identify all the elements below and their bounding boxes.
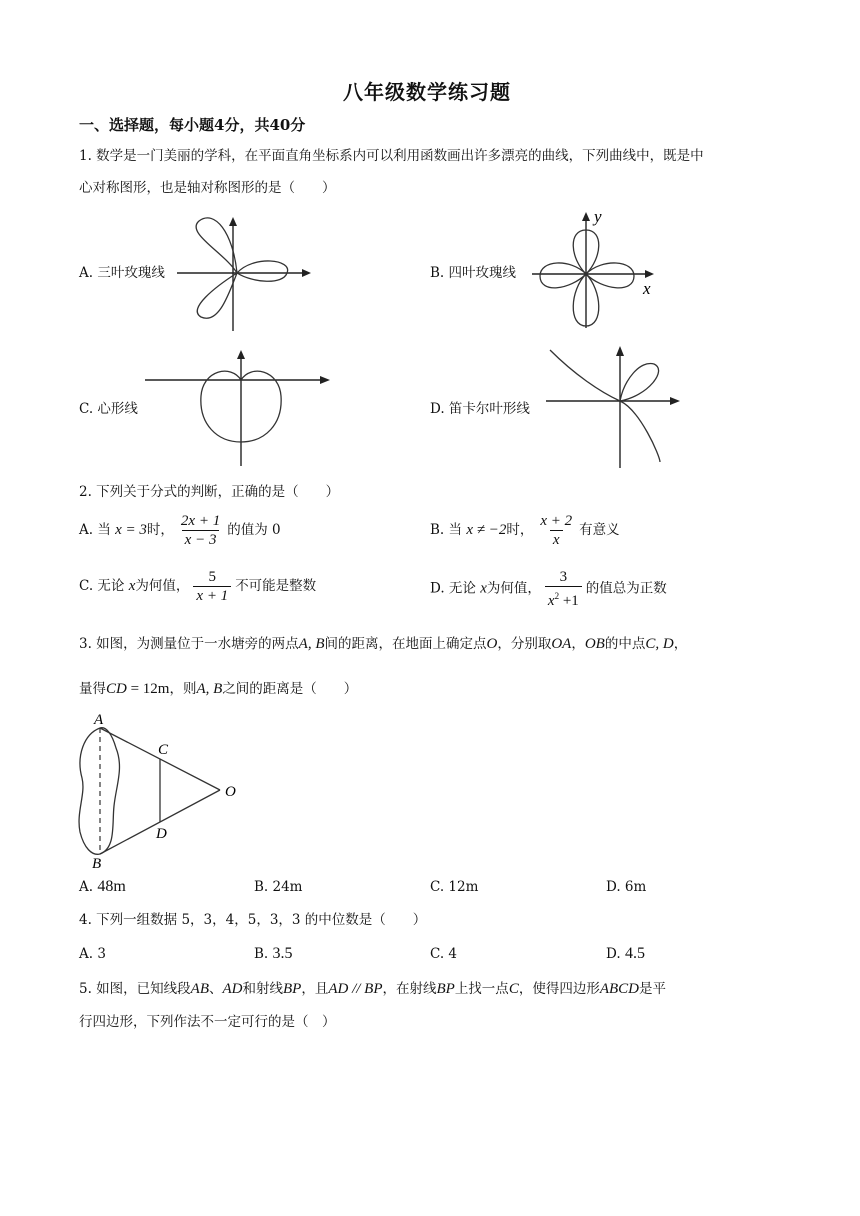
q3-segment-cd: CD: [106, 681, 127, 697]
q5-text: 、: [209, 981, 223, 997]
q3-option-c[interactable]: C. 12m: [430, 879, 479, 895]
q4-option-d[interactable]: [606, 944, 645, 964]
three-leaf-rose-figure: [175, 213, 315, 338]
q3-text: ，则: [169, 681, 197, 697]
q2-b-cond: x ≠ −2: [466, 522, 507, 538]
q5-text: ，使得四边形: [518, 981, 600, 997]
q2-d-pre: D. 无论: [430, 580, 476, 597]
x-axis-label: x: [643, 279, 651, 298]
q5-segment-ab: AB: [190, 981, 209, 997]
q5-stem-line1: [79, 979, 666, 999]
label-b: B: [92, 856, 102, 872]
q2-d-post: 的值总为正数: [585, 580, 667, 597]
q2-c-var: x: [128, 578, 136, 594]
q2-d-var: x: [480, 580, 487, 597]
den-exponent: 2: [554, 591, 560, 601]
q3-stem-line2: [79, 679, 357, 699]
q1-stem-line2: 心对称图形，也是轴对称图形的是（ ）: [79, 180, 336, 196]
q3-text: ，分别取: [497, 636, 552, 652]
q5-text: 是平: [639, 981, 666, 997]
q2-option-c[interactable]: [79, 568, 316, 605]
q5-point-c: C: [508, 981, 519, 997]
numerator: 5: [208, 569, 217, 585]
q3-text: 量得: [79, 681, 106, 697]
q2-c-fraction: [193, 568, 231, 605]
q4-option-a[interactable]: A. 3: [79, 946, 106, 962]
option-letter: A.: [79, 879, 94, 895]
q2-c-pre: C. 无论: [79, 578, 125, 594]
numerator: 2x + 1: [180, 513, 221, 529]
q2-c-mid: 为何值，: [135, 578, 190, 594]
numerator: 3: [559, 569, 568, 585]
four-leaf-rose-figure: [530, 208, 660, 333]
q5-parallel: AD // BP: [328, 981, 383, 997]
q5-quad-abcd: ABCD: [599, 981, 639, 997]
option-value: 4.5: [624, 945, 645, 962]
q5-text: ，且: [301, 981, 329, 997]
q2-a-fraction: [178, 512, 223, 549]
q3-segment-ob: OB: [584, 636, 605, 652]
q3-text: 的中点: [604, 636, 646, 652]
q3-points-ab: A, B: [298, 636, 325, 652]
label-o: O: [225, 784, 236, 800]
q2-option-a[interactable]: [79, 512, 281, 549]
q2-b-post: 有意义: [579, 522, 620, 538]
q4-option-c[interactable]: C. 4: [430, 946, 458, 962]
q2-a-pre: A. 当: [79, 522, 111, 538]
q4-stem: 4. 下列一组数据 5，3，4，5，3，3 的中位数是（ ）: [79, 912, 427, 928]
label-c: C: [158, 742, 169, 758]
option-value: 48m: [97, 878, 126, 895]
q5-ray-bp: BP: [436, 981, 455, 997]
q2-stem: 2. 下列关于分式的判断，正确的是（ ）: [79, 484, 340, 500]
q3-stem-line1: [79, 634, 687, 654]
q2-a-mid: 时，: [146, 522, 174, 538]
q4-option-b[interactable]: [254, 944, 293, 964]
folium-of-descartes-figure: [544, 344, 684, 470]
q5-text: 5. 如图，已知线段: [79, 981, 191, 997]
q3-points-cd: C, D: [645, 636, 674, 652]
cardioid-figure: [143, 348, 335, 470]
q3-text: 3. 如图，为测量位于一水塘旁的两点: [79, 636, 299, 652]
q5-ray-bp: BP: [283, 981, 302, 997]
label-a: A: [94, 712, 104, 728]
denominator: x: [550, 530, 563, 549]
denominator: x − 3: [182, 530, 220, 549]
q2-c-post: 不可能是整数: [235, 578, 317, 594]
q2-b-fraction: [537, 512, 575, 549]
q3-length: = 12m: [126, 681, 170, 697]
q3-text: ，: [673, 636, 688, 652]
option-letter: B.: [254, 946, 269, 962]
section-heading: 一、选择题，每小题4分，共40分: [79, 116, 306, 134]
q1-stem-line1: 1. 数学是一门美丽的学科，在平面直角坐标系内可以利用函数画出许多漂亮的曲线，下列曲线中，既是中: [79, 148, 704, 164]
option-value: 3.5: [272, 945, 293, 962]
page-title: 八年级数学练习题: [343, 80, 511, 104]
q3-points-ab: A, B: [196, 681, 223, 697]
q2-option-d[interactable]: [430, 568, 667, 610]
q3-text: 间的距离，在地面上确定点: [324, 636, 487, 652]
q1-option-d[interactable]: D. 笛卡尔叶形线: [430, 401, 530, 417]
den-tail: +1: [559, 593, 579, 609]
denominator: x + 1: [193, 586, 231, 605]
q2-a-cond: x = 3: [115, 522, 147, 538]
denominator: [545, 586, 582, 610]
q3-segment-oa: OA: [551, 636, 572, 652]
pond-distance-figure: [72, 708, 247, 873]
y-axis-label: y: [594, 207, 602, 226]
label-d: D: [156, 826, 167, 842]
q1-option-c[interactable]: C. 心形线: [79, 401, 138, 417]
q3-option-b[interactable]: B. 24m: [254, 879, 303, 895]
q3-text: ，: [571, 636, 585, 652]
q2-b-mid: 时，: [506, 522, 534, 538]
q2-option-b[interactable]: [430, 512, 620, 549]
q3-option-d[interactable]: D. 6m: [606, 879, 647, 895]
option-letter: D.: [606, 946, 621, 962]
den-base: x: [547, 593, 555, 609]
q5-text: 上找一点: [454, 981, 509, 997]
q5-text: 和射线: [242, 981, 283, 997]
q1-option-b[interactable]: B. 四叶玫瑰线: [430, 265, 517, 281]
q3-point-o: O: [486, 636, 498, 652]
q5-segment-ad: AD: [222, 981, 243, 997]
q2-d-mid: 为何值，: [486, 580, 541, 597]
q5-text: ，在射线: [382, 981, 437, 997]
q3-text: 之间的距离是（ ）: [222, 681, 358, 697]
q2-b-pre: B. 当: [430, 522, 463, 538]
q5-stem-line2: 行四边形，下列作法不一定可行的是（ ）: [79, 1014, 336, 1030]
q1-option-a[interactable]: A. 三叶玫瑰线: [79, 265, 165, 281]
q2-a-post: 的值为 0: [227, 522, 281, 538]
q2-d-fraction: [545, 568, 582, 610]
q3-option-a[interactable]: [79, 877, 126, 897]
numerator: x + 2: [540, 513, 573, 529]
